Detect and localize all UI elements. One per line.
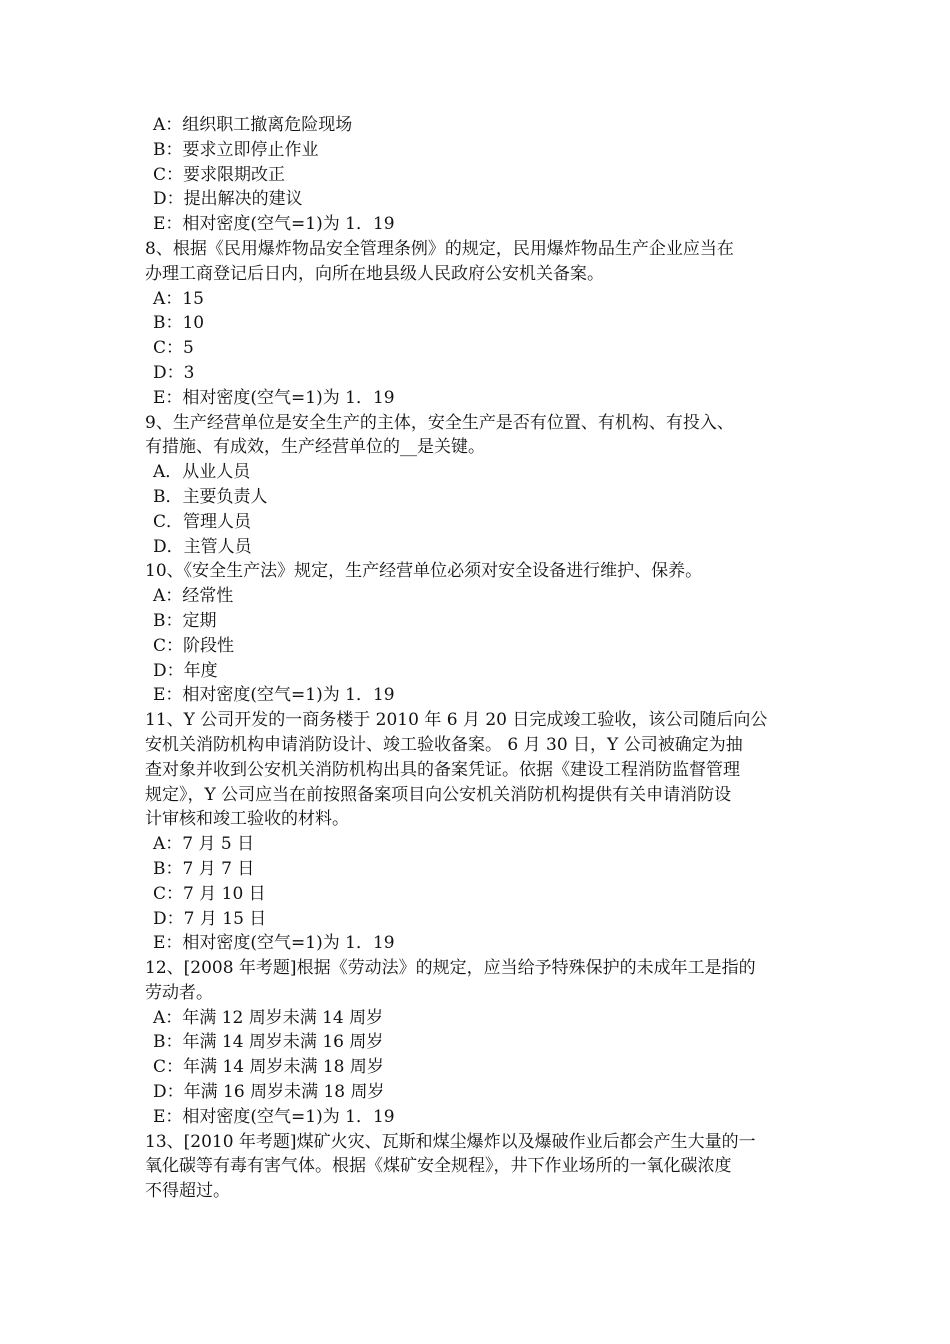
answer-option: D：年满 16 周岁未满 18 周岁 <box>153 1082 385 1103</box>
answer-option: B：要求立即停止作业 <box>153 139 319 160</box>
answer-option: D：7 月 15 日 <box>153 908 267 929</box>
question-text-line: 不得超过。 <box>145 1181 230 1202</box>
answer-option: D：提出解决的建议 <box>153 189 303 210</box>
answer-option: B：定期 <box>153 610 217 631</box>
question-text-line: 8、根据《民用爆炸物品安全管理条例》的规定，民用爆炸物品生产企业应当在 <box>145 238 734 259</box>
question-text-line: 10、《安全生产法》规定，生产经营单位必须对安全设备进行维护、保养。 <box>145 561 703 582</box>
answer-option: E：相对密度(空气=1)为 1．19 <box>153 685 395 706</box>
answer-option: E：相对密度(空气=1)为 1．19 <box>153 1106 395 1127</box>
question-text-line: 有措施、有成效，生产经营单位的__是关键。 <box>145 437 485 458</box>
answer-option: B：10 <box>153 313 205 334</box>
answer-option: C：阶段性 <box>153 635 235 656</box>
question-text-line: 规定》，Y 公司应当在前按照备案项目向公安机关消防机构提供有关申请消防设 <box>145 784 732 805</box>
answer-option: A．从业人员 <box>153 462 251 483</box>
answer-option: E：相对密度(空气=1)为 1．19 <box>153 933 395 954</box>
answer-option: D：3 <box>153 362 195 383</box>
answer-option: A：经常性 <box>153 586 234 607</box>
answer-option: C：7 月 10 日 <box>153 883 266 904</box>
answer-option: E：相对密度(空气=1)为 1．19 <box>153 387 395 408</box>
answer-option: B：7 月 7 日 <box>153 858 255 879</box>
question-text-line: 劳动者。 <box>145 982 213 1003</box>
answer-option: B：年满 14 周岁未满 16 周岁 <box>153 1032 384 1053</box>
question-text-line: 9、生产经营单位是安全生产的主体，安全生产是否有位置、有机构、有投入、 <box>145 412 734 433</box>
answer-option: C．管理人员 <box>153 511 252 532</box>
answer-option: A：15 <box>153 288 204 309</box>
question-text-line: 氧化碳等有毒有害气体。根据《煤矿安全规程》，井下作业场所的一氧化碳浓度 <box>145 1156 732 1177</box>
answer-option: E：相对密度(空气=1)为 1．19 <box>153 214 395 235</box>
question-text-line: 12、[2008 年考题]根据《劳动法》的规定，应当给予特殊保护的未成年工是指的 <box>145 958 756 979</box>
question-text-line: 11、Y 公司开发的一商务楼于 2010 年 6 月 20 日完成竣工验收，该公司随后向公 <box>145 710 768 731</box>
question-text-line: 办理工商登记后日内，向所在地县级人民政府公安机关备案。 <box>145 263 604 284</box>
question-text-line: 计审核和竣工验收的材料。 <box>145 809 349 830</box>
answer-option: A：7 月 5 日 <box>153 834 255 855</box>
answer-option: C：年满 14 周岁未满 18 周岁 <box>153 1057 384 1078</box>
answer-option: C：5 <box>153 338 194 359</box>
answer-option: C：要求限期改正 <box>153 164 286 185</box>
question-content <box>145 113 810 1204</box>
question-text-line: 安机关消防机构申请消防设计、竣工验收备案。 6 月 30 日，Y 公司被确定为抽 <box>145 734 743 755</box>
question-text-line: 13、[2010 年考题]煤矿火灾、瓦斯和煤尘爆炸以及爆破作业后都会产生大量的一 <box>145 1131 756 1152</box>
answer-option: D．主管人员 <box>153 536 252 557</box>
answer-option: A：年满 12 周岁未满 14 周岁 <box>153 1007 384 1028</box>
answer-option: D：年度 <box>153 660 218 681</box>
answer-option: A：组织职工撤离危险现场 <box>153 115 353 135</box>
question-text-line: 查对象并收到公安机关消防机构出具的备案凭证。依据《建设工程消防监督管理 <box>145 759 740 780</box>
answer-option: B．主要负责人 <box>153 486 268 507</box>
